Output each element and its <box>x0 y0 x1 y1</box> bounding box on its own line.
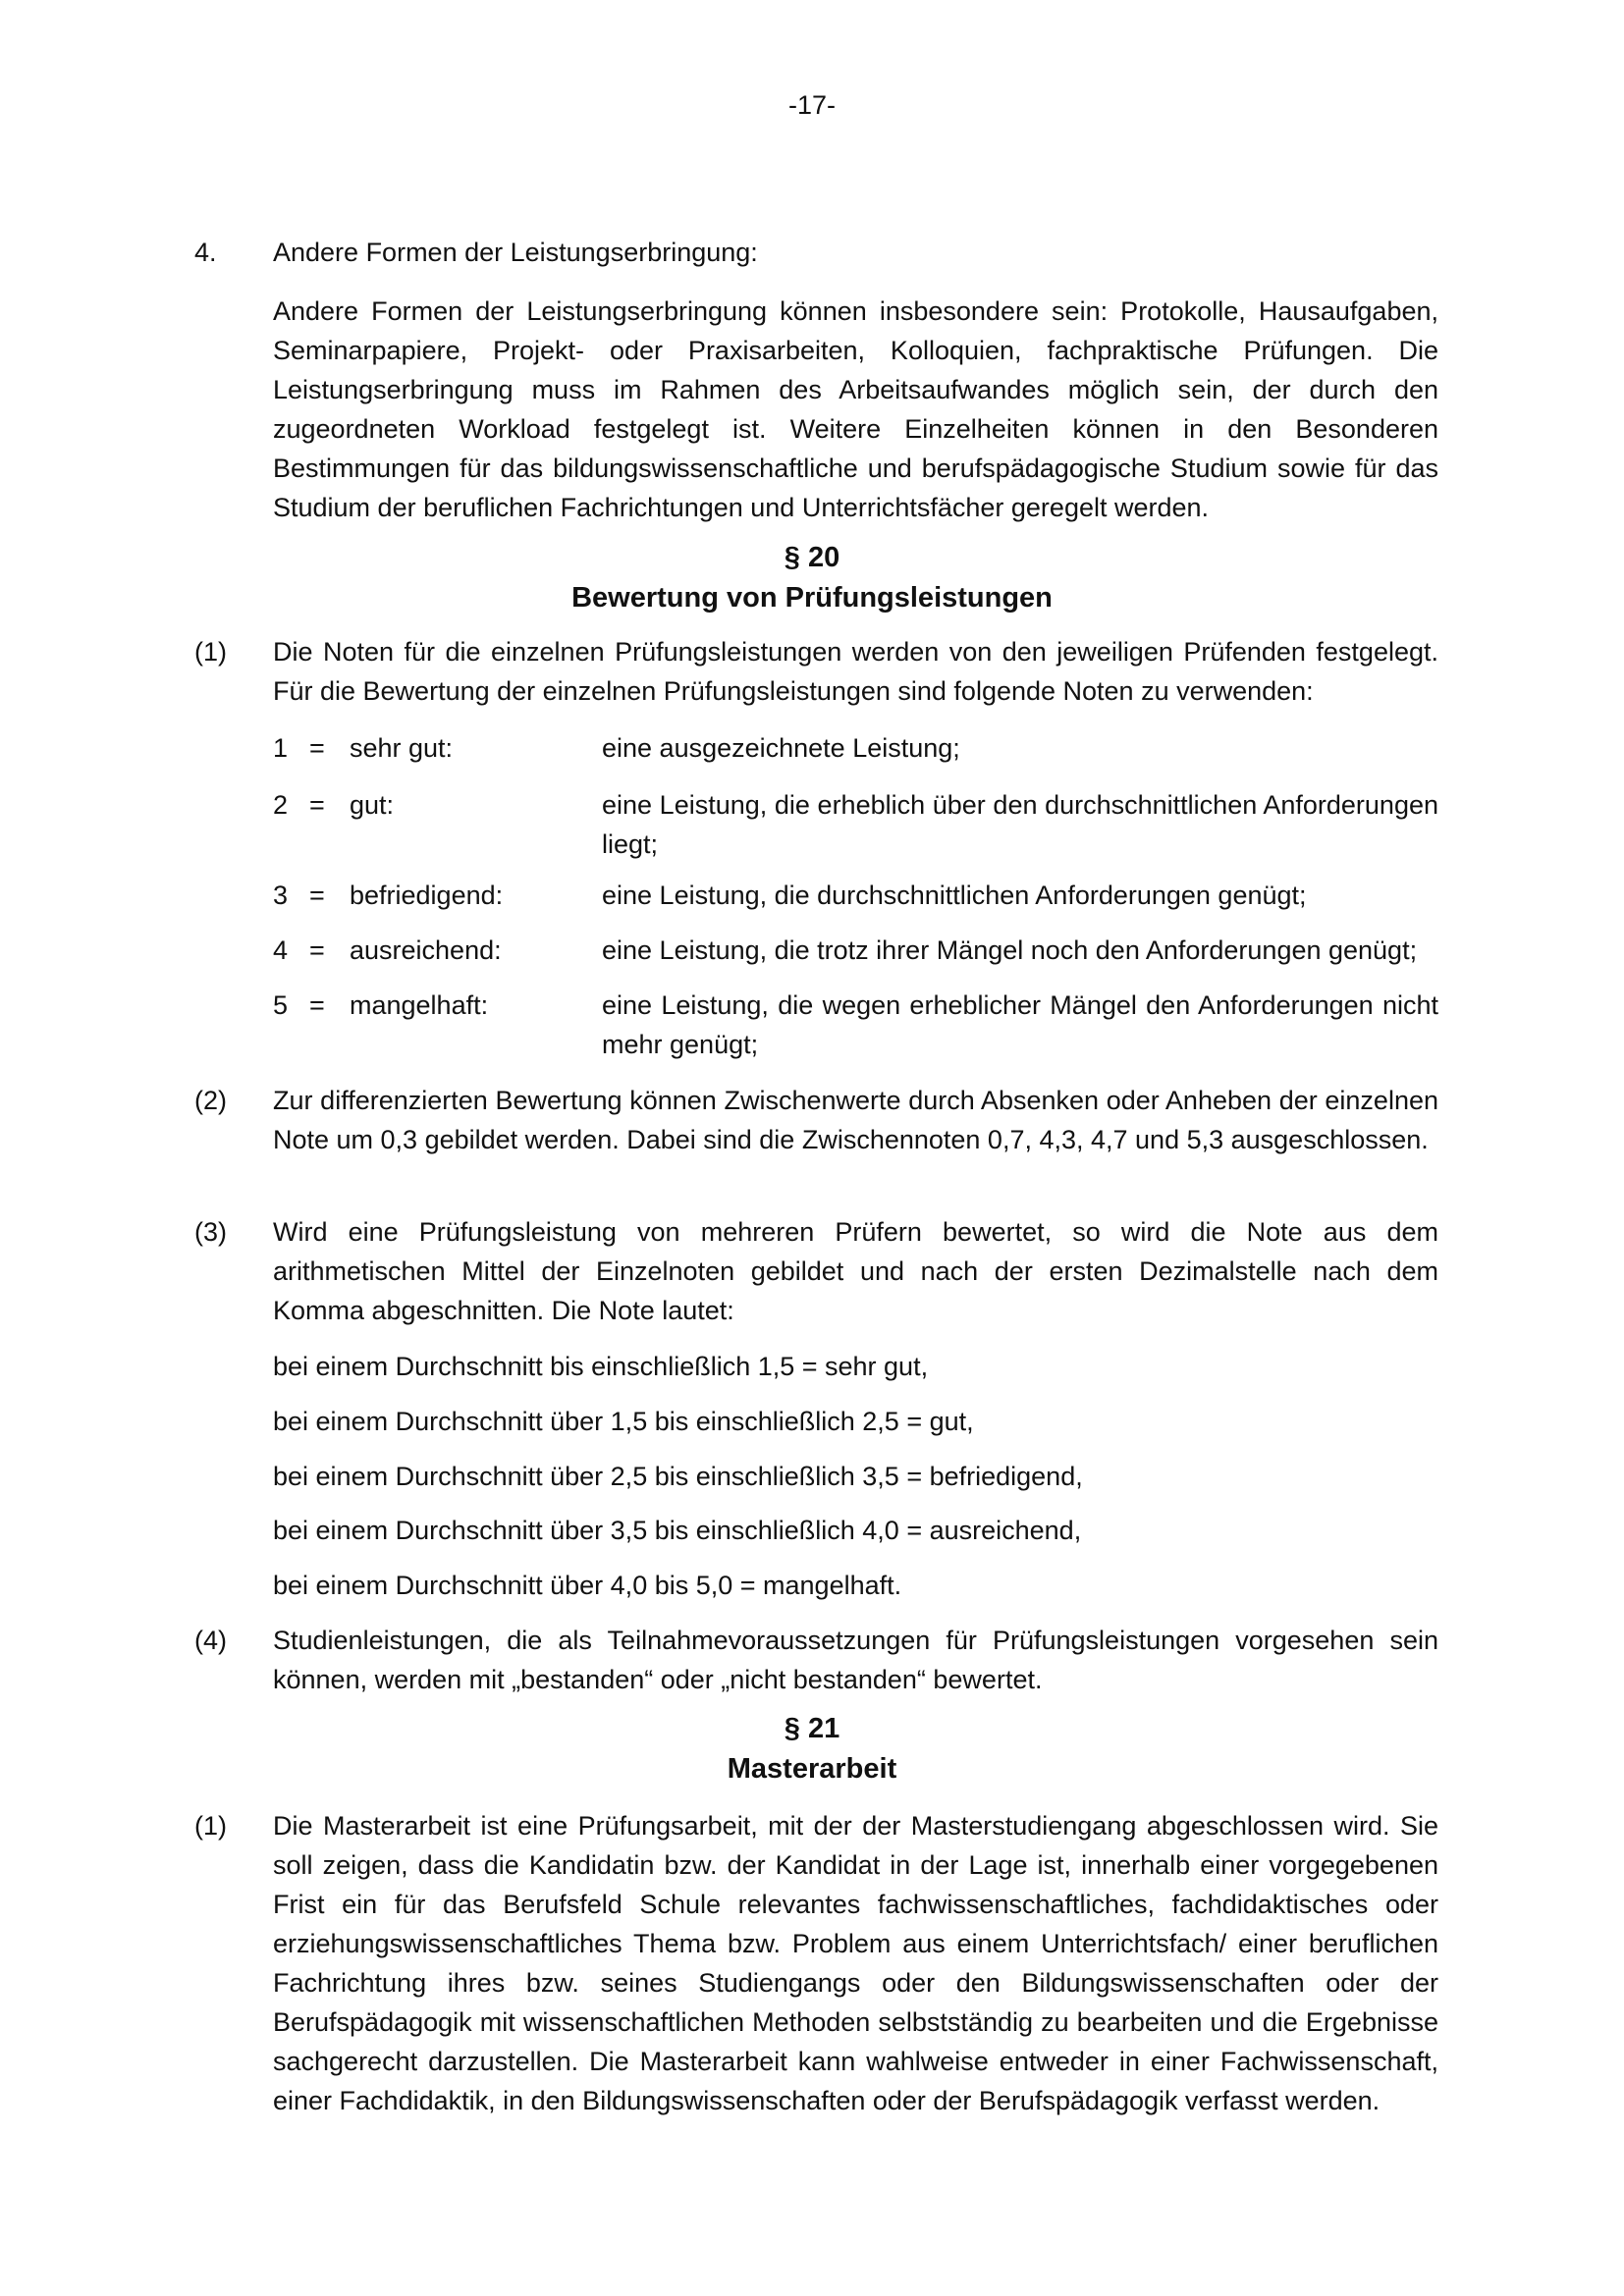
grade-label: ausreichend: <box>350 935 502 965</box>
grade-rule: bei einem Durchschnitt bis einschließlich 1,5 = sehr gut, <box>273 1352 929 1381</box>
grade-equals: = <box>309 881 325 910</box>
grade-equals: = <box>309 990 325 1020</box>
s20-p1-number: (1) <box>194 637 227 667</box>
section-20-title: Bewertung von Prüfungsleistungen <box>571 582 1053 614</box>
grade-number: 1 <box>273 733 289 763</box>
grade-number: 2 <box>273 790 289 820</box>
item-4-number: 4. <box>194 238 217 267</box>
grade-number: 5 <box>273 990 289 1020</box>
grade-description: eine Leistung, die durchschnittlichen Anforderungen genügt; <box>602 881 1307 910</box>
grade-rule: bei einem Durchschnitt über 1,5 bis einschließlich 2,5 = gut, <box>273 1407 974 1436</box>
grade-number: 3 <box>273 881 289 910</box>
grade-equals: = <box>309 733 325 763</box>
grade-row <box>273 986 1438 1059</box>
grade-description: eine Leistung, die trotz ihrer Mängel noch den Anforderungen genügt; <box>602 935 1418 965</box>
s20-p1-text: Die Noten für die einzelnen Prüfungsleistungen werden von den jeweiligen Prüfenden festgelegt. Für die Bewertung der einzelnen Prüfungsleistungen sind folgende Noten zu verwenden: <box>273 637 1438 706</box>
page-number: -17- <box>787 90 836 120</box>
grade-row <box>273 931 1438 970</box>
s20-p4-number: (4) <box>194 1626 227 1655</box>
grade-rule: bei einem Durchschnitt über 4,0 bis 5,0 = mangelhaft. <box>273 1571 902 1600</box>
section-21-title: Masterarbeit <box>727 1753 897 1785</box>
grade-label: sehr gut: <box>350 733 454 763</box>
grade-description: eine Leistung, die wegen erheblicher Mängel den Anforderungen nicht mehr genügt; <box>602 990 1438 1059</box>
s21-p1-text: Die Masterarbeit ist eine Prüfungsarbeit, mit der der Masterstudiengang abgeschlossen wird. Sie soll zeigen, dass die Kandidatin bzw. der Kandidat in der Lage ist, innerhalb einer vorgegebenen Frist ein für das Berufsfeld Schule relevantes fachwissenschaftliches, fachdidaktisches oder erziehungswissenschaftliches Thema bzw. Problem aus einem Unterrichtsfach/ einer beruflichen Fachrichtung ihres bzw. seines Studiengangs oder den Bildungswissenschaften oder der Berufspädagogik mit wissenschaftlichen Methoden selbstständig zu bearbeiten und die Ergebnisse sachgerecht darzustellen. Die Masterarbeit kann wahlweise entweder in einer Fachwissenschaft, einer Fachdidaktik, in den Bildungswissenschaften oder der Berufspädagogik verfasst werden. <box>273 1811 1438 2115</box>
grade-description: eine Leistung, die erheblich über den durchschnittlichen Anforderungen liegt; <box>602 790 1438 859</box>
grade-label: gut: <box>350 790 395 820</box>
section-21-number: § 21 <box>784 1713 840 1744</box>
item-4-text: Andere Formen der Leistungserbringung können insbesondere sein: Protokolle, Hausaufgaben, Seminarpapiere, Projekt- oder Praxisarbeiten, Kolloquien, fachpraktische Prüfungen. Die Leistungserbringung muss im Rahmen des Arbeitsaufwandes möglich sein, der durch den zugeordneten Workload festgelegt ist. Weitere Einzelheiten können in den Besonderen Bestimmungen für das bildungswissenschaftliche und berufspädagogische Studium sowie für das Studium der beruflichen Fachrichtungen und Unterrichtsfächer geregelt werden. <box>273 296 1438 522</box>
grade-label: mangelhaft: <box>350 990 489 1020</box>
grade-number: 4 <box>273 935 289 965</box>
s20-p2-number: (2) <box>194 1086 227 1115</box>
grade-equals: = <box>309 790 325 820</box>
grade-rule: bei einem Durchschnitt über 2,5 bis einschließlich 3,5 = befriedigend, <box>273 1462 1083 1491</box>
s20-p3-number: (3) <box>194 1217 227 1247</box>
s20-p4-text: Studienleistungen, die als Teilnahmevoraussetzungen für Prüfungsleistungen vorgesehen sein können, werden mit „bestanden“ oder „nicht bestanden“ bewertet. <box>273 1626 1438 1694</box>
grade-rule: bei einem Durchschnitt über 3,5 bis einschließlich 4,0 = ausreichend, <box>273 1516 1082 1545</box>
grade-equals: = <box>309 935 325 965</box>
s21-p1-number: (1) <box>194 1811 227 1841</box>
s20-p3-text: Wird eine Prüfungsleistung von mehreren Prüfern bewertet, so wird die Note aus dem arithmetischen Mittel der Einzelnoten gebildet und nach der ersten Dezimalstelle nach dem Komma abgeschnitten. Die Note lautet: <box>273 1217 1438 1325</box>
grade-row <box>273 785 1438 859</box>
grade-row <box>273 728 1438 768</box>
grade-row <box>273 876 1438 915</box>
grade-label: befriedigend: <box>350 881 504 910</box>
grade-description: eine ausgezeichnete Leistung; <box>602 733 960 763</box>
s20-p2-text: Zur differenzierten Bewertung können Zwischenwerte durch Absenken oder Anheben der einzelnen Note um 0,3 gebildet werden. Dabei sind die Zwischennoten 0,7, 4,3, 4,7 und 5,3 ausgeschlossen. <box>273 1086 1438 1154</box>
item-4-title: Andere Formen der Leistungserbringung: <box>273 238 758 267</box>
section-20-number: § 20 <box>784 542 840 573</box>
